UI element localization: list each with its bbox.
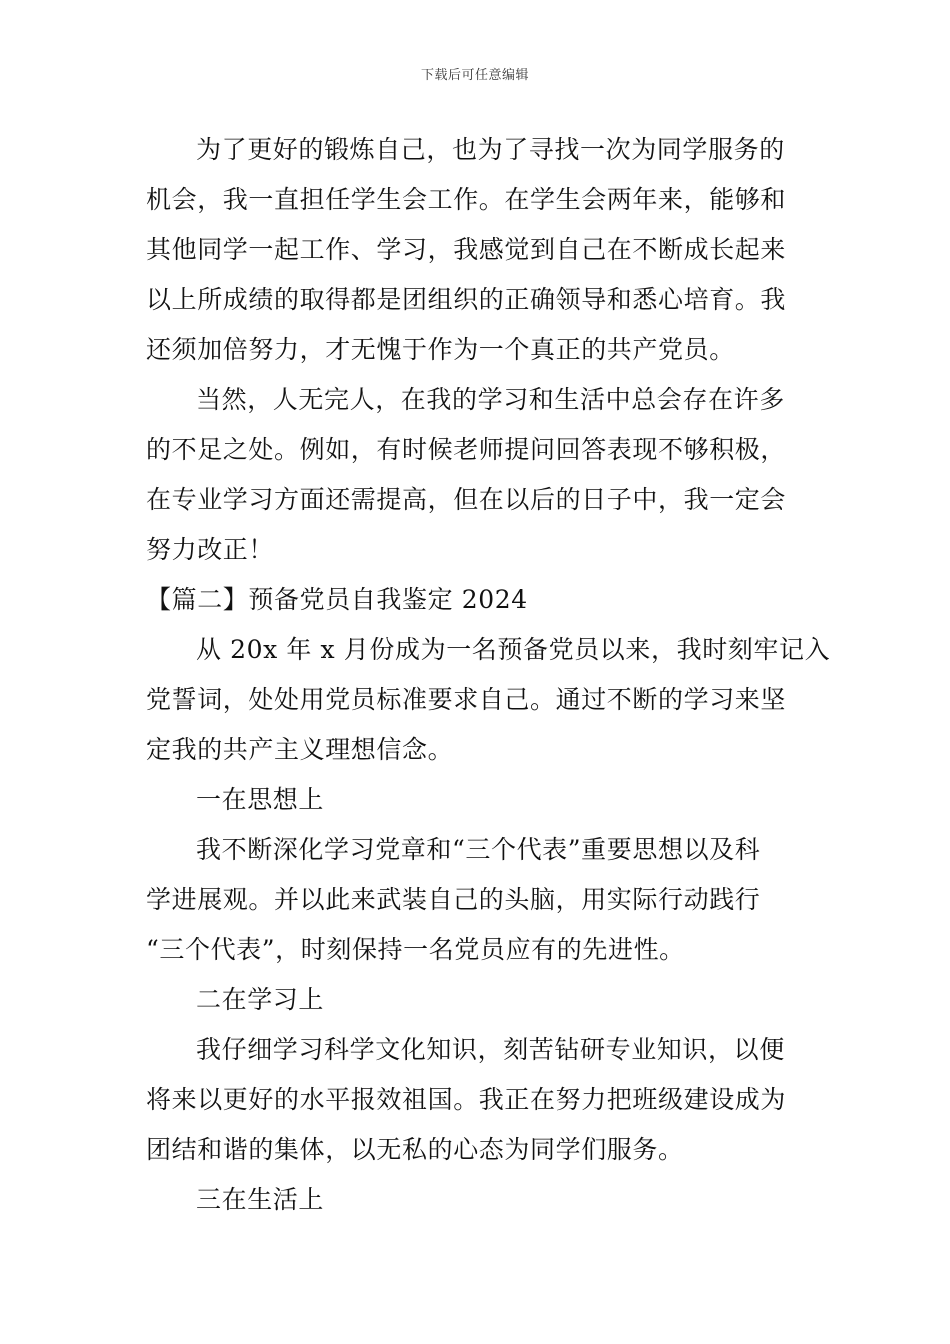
text-line: 当然，人无完人，在我的学习和生活中总会存在许多 — [196, 385, 785, 414]
text-line: 将来以更好的水平报效祖国。我正在努力把班级建设成为 — [146, 1085, 787, 1114]
text-line: 在专业学习方面还需提高，但在以后的日子中，我一定会 — [146, 485, 787, 514]
text-line: 的不足之处。例如，有时候老师提问回答表现不够积极， — [146, 435, 787, 464]
text-line: 学进展观。并以此来武装自己的头脑，用实际行动践行 — [146, 885, 761, 914]
text-line: 以上所成绩的取得都是团组织的正确领导和悉心培育。我 — [146, 285, 787, 314]
text-line: 机会，我一直担任学生会工作。在学生会两年来，能够和 — [146, 185, 787, 214]
text-line: 定我的共产主义理想信念。 — [146, 735, 454, 764]
text-line: 党誓词，处处用党员标准要求自己。通过不断的学习来坚 — [146, 685, 787, 714]
section-heading: 【篇二】预备党员自我鉴定 2024 — [146, 585, 528, 614]
subheading: 三在生活上 — [196, 1185, 325, 1214]
document-body — [146, 125, 831, 1225]
text-line: 从 20x 年 x 月份成为一名预备党员以来，我时刻牢记入 — [196, 635, 831, 664]
text-line: 其他同学一起工作、学习，我感觉到自己在不断成长起来 — [146, 235, 787, 264]
text-line: 我不断深化学习党章和“三个代表”重要思想以及科 — [196, 835, 761, 864]
text-line: “三个代表”，时刻保持一名党员应有的先进性。 — [146, 935, 685, 964]
text-line: 努力改正！ — [146, 535, 275, 564]
text-line: 我仔细学习科学文化知识，刻苦钻研专业知识，以便 — [196, 1035, 785, 1064]
text-line: 为了更好的锻炼自己，也为了寻找一次为同学服务的 — [196, 135, 785, 164]
text-line: 团结和谐的集体，以无私的心态为同学们服务。 — [146, 1135, 684, 1164]
text-line: 还须加倍努力，才无愧于作为一个真正的共产党员。 — [146, 335, 735, 364]
header-note: 下载后可任意编辑 — [420, 68, 529, 83]
subheading: 一在思想上 — [196, 785, 325, 814]
subheading: 二在学习上 — [196, 985, 325, 1014]
